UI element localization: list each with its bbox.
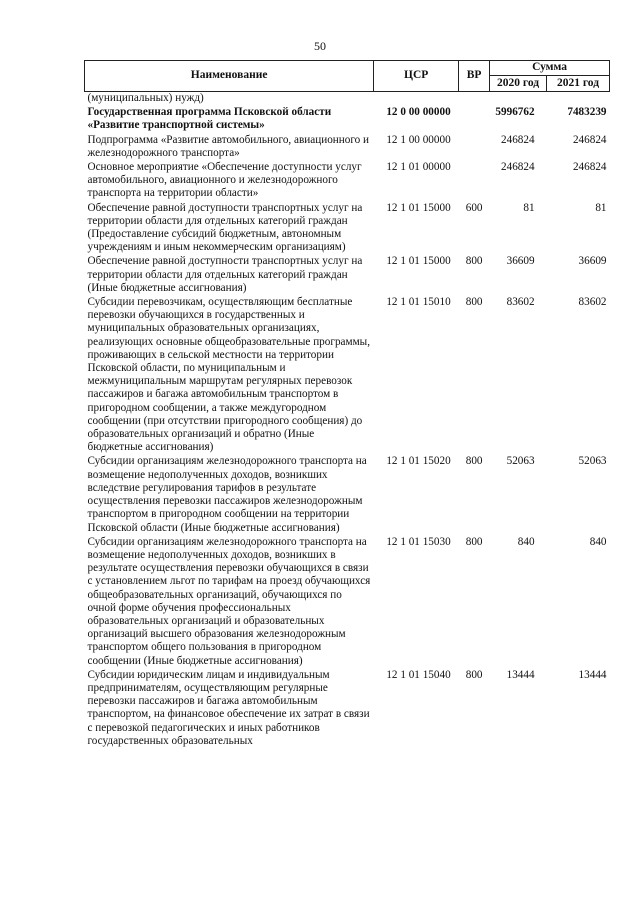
table-row [85, 296, 610, 455]
row-vr [459, 134, 490, 161]
table-row [85, 106, 610, 133]
row-name: Субсидии организациям железнодорожного транспорта на возмещение недополученных доходов, возникших в результате осуществления перевозки обучающихся в связи с установлением льгот по тарифам на проезд обучающихся общеобразовательных организаций, обучающихся по очной форме обучения профессиональных образовательных организаций и образовательных организаций высшего образования железнодорожным транспортом общего пользования в пригородном сообщении (Иные бюджетные ассигнования) [87, 535, 371, 667]
row-name: Обеспечение равной доступности транспортных услуг на территории области для отдельных категорий граждан (Предоставление субсидий бюджетным, автономным учреждениям и иным некоммерческим организациям) [87, 201, 363, 254]
row-name: Подпрограмма «Развитие автомобильного, авиационного и железнодорожного транспорта» [87, 133, 370, 159]
row-csr: 12 1 01 15000 [386, 255, 451, 268]
row-csr: 12 1 01 15000 [386, 201, 451, 214]
row-value-2021: 246824 [572, 133, 607, 146]
row-value-2021: 840 [589, 535, 607, 548]
row-name: (муниципальных) нужд) [87, 92, 204, 104]
row-value-2021 [547, 92, 610, 107]
row-csr: 12 1 01 15030 [386, 535, 451, 548]
row-vr: 800 [465, 535, 483, 548]
row-value-2021: 36609 [578, 255, 607, 268]
header-csr: ЦСР [374, 61, 459, 92]
row-value-2020: 52063 [506, 455, 535, 468]
row-name: Субсидии организациям железнодорожного транспорта на возмещение недополученных доходов, возникших вследствие регулирования тарифов в результате осуществления перевозки пассажиров железнодорожным транспортом в пригородном сообщении на территории Псковской области (Иные бюджетные ассигнования) [87, 455, 367, 534]
row-vr: 600 [465, 201, 483, 214]
table-row [85, 536, 610, 669]
row-name: Обеспечение равной доступности транспортных услуг на территории области для отдельных категорий граждан (Иные бюджетные ассигнования) [87, 255, 363, 294]
table-row [85, 455, 610, 535]
table-row [85, 134, 610, 161]
row-value-2020: 5996762 [495, 106, 535, 119]
header-sum: Сумма [490, 61, 610, 76]
row-value-2021: 81 [595, 201, 607, 214]
row-csr: 12 1 01 15020 [386, 455, 451, 468]
row-value-2020: 246824 [501, 161, 535, 174]
row-value-2020: 83602 [506, 296, 535, 309]
row-vr: 800 [465, 455, 483, 468]
table-row [85, 669, 610, 749]
row-value-2021: 52063 [578, 455, 607, 468]
row-name: Основное мероприятие «Обеспечение доступности услуг автомобильного, авиационного и железнодорожного транспорта на территории области» [87, 161, 362, 200]
header-year-2021: 2021 год [547, 76, 610, 92]
row-value-2021: 13444 [578, 668, 607, 681]
table-header [85, 61, 610, 92]
row-vr [459, 161, 490, 202]
table-body [85, 92, 610, 749]
row-csr [374, 92, 459, 107]
row-csr: 12 1 01 15040 [386, 668, 451, 681]
row-value-2020 [490, 92, 547, 107]
row-name: Субсидии юридическим лицам и индивидуальным предпринимателям, осуществляющим регулярные перевозки пассажиров и багажа автомобильным транспортом, на финансовое обеспечение их затрат в связи с перевозкой педагогических и иных работников государственных образовательных [87, 668, 370, 747]
table-row [85, 255, 610, 296]
row-name: Государственная программа Псковской области «Развитие транспортной системы» [87, 106, 332, 132]
row-csr: 12 1 00 00000 [386, 133, 451, 146]
row-value-2021: 7483239 [567, 106, 607, 119]
header-vr: ВР [459, 61, 490, 92]
table-row [85, 161, 610, 202]
table-row [85, 92, 610, 107]
table-row [85, 202, 610, 256]
row-vr [459, 92, 490, 107]
page-number: 50 [314, 39, 326, 53]
row-value-2020: 36609 [506, 255, 535, 268]
row-value-2020: 13444 [506, 668, 535, 681]
header-name: Наименование [85, 61, 374, 92]
row-csr: 12 1 01 15010 [386, 296, 451, 309]
row-value-2020: 246824 [501, 133, 535, 146]
row-vr: 800 [465, 668, 483, 681]
row-csr: 12 0 00 00000 [386, 106, 451, 119]
row-vr [459, 106, 490, 133]
row-value-2020: 840 [517, 535, 535, 548]
row-value-2021: 246824 [572, 161, 607, 174]
row-value-2021: 83602 [578, 296, 607, 309]
header-year-2020: 2020 год [490, 76, 547, 92]
row-vr: 800 [465, 296, 483, 309]
row-name: Субсидии перевозчикам, осуществляющим бесплатные перевозки обучающихся в государственных и муниципальных образовательных организациях, реализующих основные общеобразовательные программы, проживающих в сельской местности на территории Псковской области, по муниципальным и межмуниципальным маршрутам регулярных перевозок пассажиров и багажа автомобильным транспортом в пригородном сообщении, а также междугородном сообщении (при отсутствии пригородного сообщения) до образовательных организаций и обратно (Иные бюджетные ассигнования) [87, 296, 370, 454]
row-vr: 800 [465, 255, 483, 268]
row-csr: 12 1 01 00000 [386, 161, 451, 174]
row-value-2020: 81 [523, 201, 535, 214]
budget-table [84, 60, 610, 749]
